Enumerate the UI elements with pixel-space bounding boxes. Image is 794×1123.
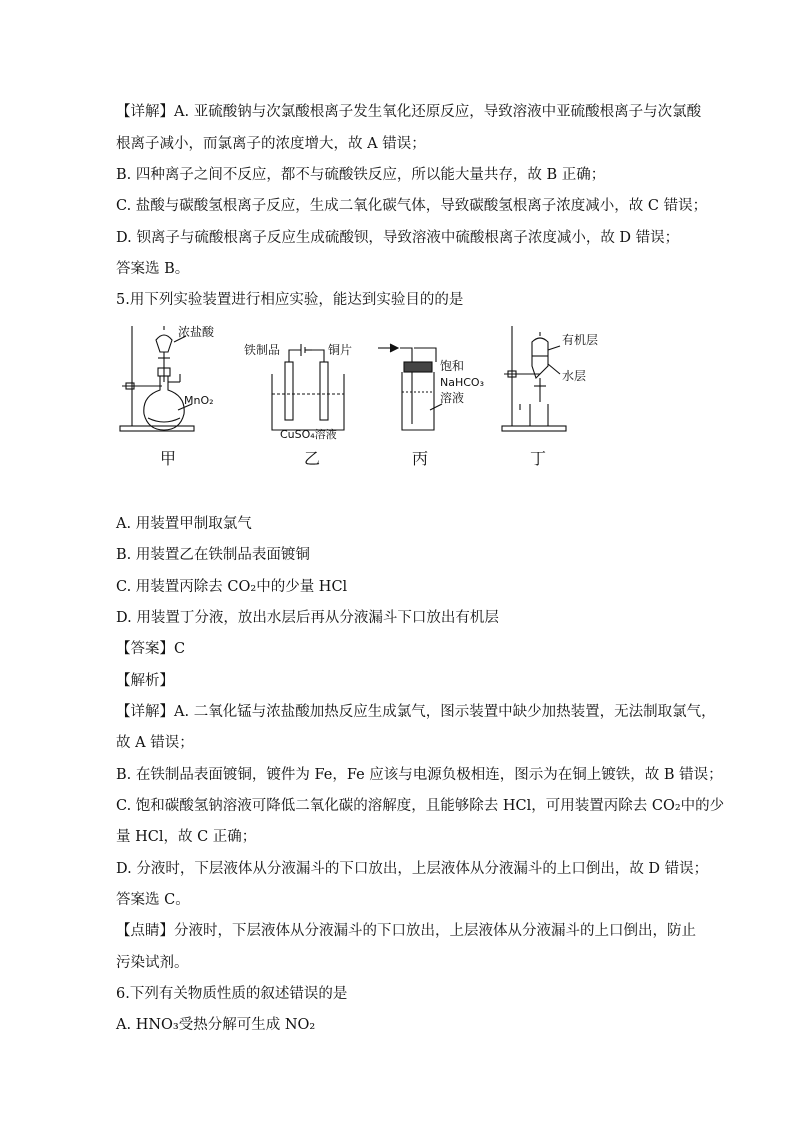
q4-detail-b: B. 四种离子之间不反应，都不与硫酸铁反应，所以能大量共存，故 B 正确；	[116, 167, 606, 183]
q5-answer: 【答案】C	[116, 641, 186, 657]
q4-detail-a-line2: 根离子减小，而氯离子的浓度增大，故 A 错误；	[116, 136, 426, 152]
yi-label-solution: CuSO₄溶液	[280, 428, 337, 441]
q4-detail-c: C. 盐酸与碳酸氢根离子反应，生成二氧化碳气体，导致碳酸氢根离子浓度减小，故 C 错误；	[116, 198, 708, 214]
apparatus-ding	[502, 326, 566, 431]
caption-jia: 甲	[160, 449, 177, 468]
q5-option-b: B. 用装置乙在铁制品表面镀铜	[116, 547, 310, 563]
jia-label-mno2: MnO₂	[184, 394, 214, 407]
q5-tip-line2: 污染试剂。	[116, 955, 189, 971]
q6-option-a: A. HNO₃受热分解可生成 NO₂	[116, 1017, 316, 1033]
jia-label-hcl: 浓盐酸	[178, 325, 215, 339]
apparatus-bing	[378, 344, 442, 430]
q5-analysis-title: 【解析】	[116, 673, 174, 689]
q5-detail-a-line2: 故 A 错误；	[116, 735, 194, 751]
yi-label-copper: 铜片	[328, 343, 353, 357]
caption-bing: 丙	[412, 449, 429, 468]
q5-detail-d: D. 分液时，下层液体从分液漏斗的下口放出，上层液体从分液漏斗的上口倒出，故 D 错误；	[116, 861, 709, 877]
bing-label-3: 溶液	[440, 391, 465, 405]
q4-detail-d: D. 钡离子与硫酸根离子反应生成硫酸钡，导致溶液中硫酸根离子浓度减小，故 D 错误；	[116, 230, 680, 246]
q5-option-d: D. 用装置丁分液，放出水层后再从分液漏斗下口放出有机层	[116, 610, 499, 626]
q5-answer-line: 答案选 C。	[116, 892, 190, 908]
caption-yi: 乙	[304, 449, 321, 468]
bing-label-1: 饱和	[440, 359, 465, 373]
q5-stem: 5.用下列实验装置进行相应实验，能达到实验目的的是	[116, 292, 464, 308]
q5-detail-c-line2: 量 HCl，故 C 正确；	[116, 829, 257, 845]
q5-tip-line1: 【点睛】分液时，下层液体从分液漏斗的下口放出，上层液体从分液漏斗的上口倒出，防止	[116, 923, 696, 939]
q4-detail-a-line1: 【详解】A. 亚硫酸钠与次氯酸根离子发生氧化还原反应，导致溶液中亚硫酸根离子与次氯酸	[116, 104, 702, 120]
q6-stem: 6.下列有关物质性质的叙述错误的是	[116, 986, 348, 1002]
q5-apparatus-figure	[0, 322, 794, 472]
ding-label-water: 水层	[562, 369, 587, 383]
caption-ding: 丁	[530, 449, 547, 468]
apparatus-jia	[120, 326, 194, 431]
q5-option-a: A. 用装置甲制取氯气	[116, 516, 252, 532]
q5-option-c: C. 用装置丙除去 CO₂中的少量 HCl	[116, 579, 348, 595]
q5-detail-c-line1: C. 饱和碳酸氢钠溶液可降低二氧化碳的溶解度，且能够除去 HCl，可用装置丙除去 CO₂中的少	[116, 798, 725, 814]
q5-detail-a-line1: 【详解】A. 二氧化锰与浓盐酸加热反应生成氯气，图示装置中缺少加热装置，无法制取氯气，	[116, 704, 716, 720]
q4-answer-line: 答案选 B。	[116, 261, 190, 277]
ding-label-organic: 有机层	[562, 333, 599, 347]
bing-label-2: NaHCO₃	[440, 376, 484, 389]
yi-label-iron: 铁制品	[244, 343, 281, 357]
q5-detail-b: B. 在铁制品表面镀铜，镀件为 Fe，Fe 应该与电源负极相连，图示为在铜上镀铁，故 B 错误；	[116, 767, 723, 783]
